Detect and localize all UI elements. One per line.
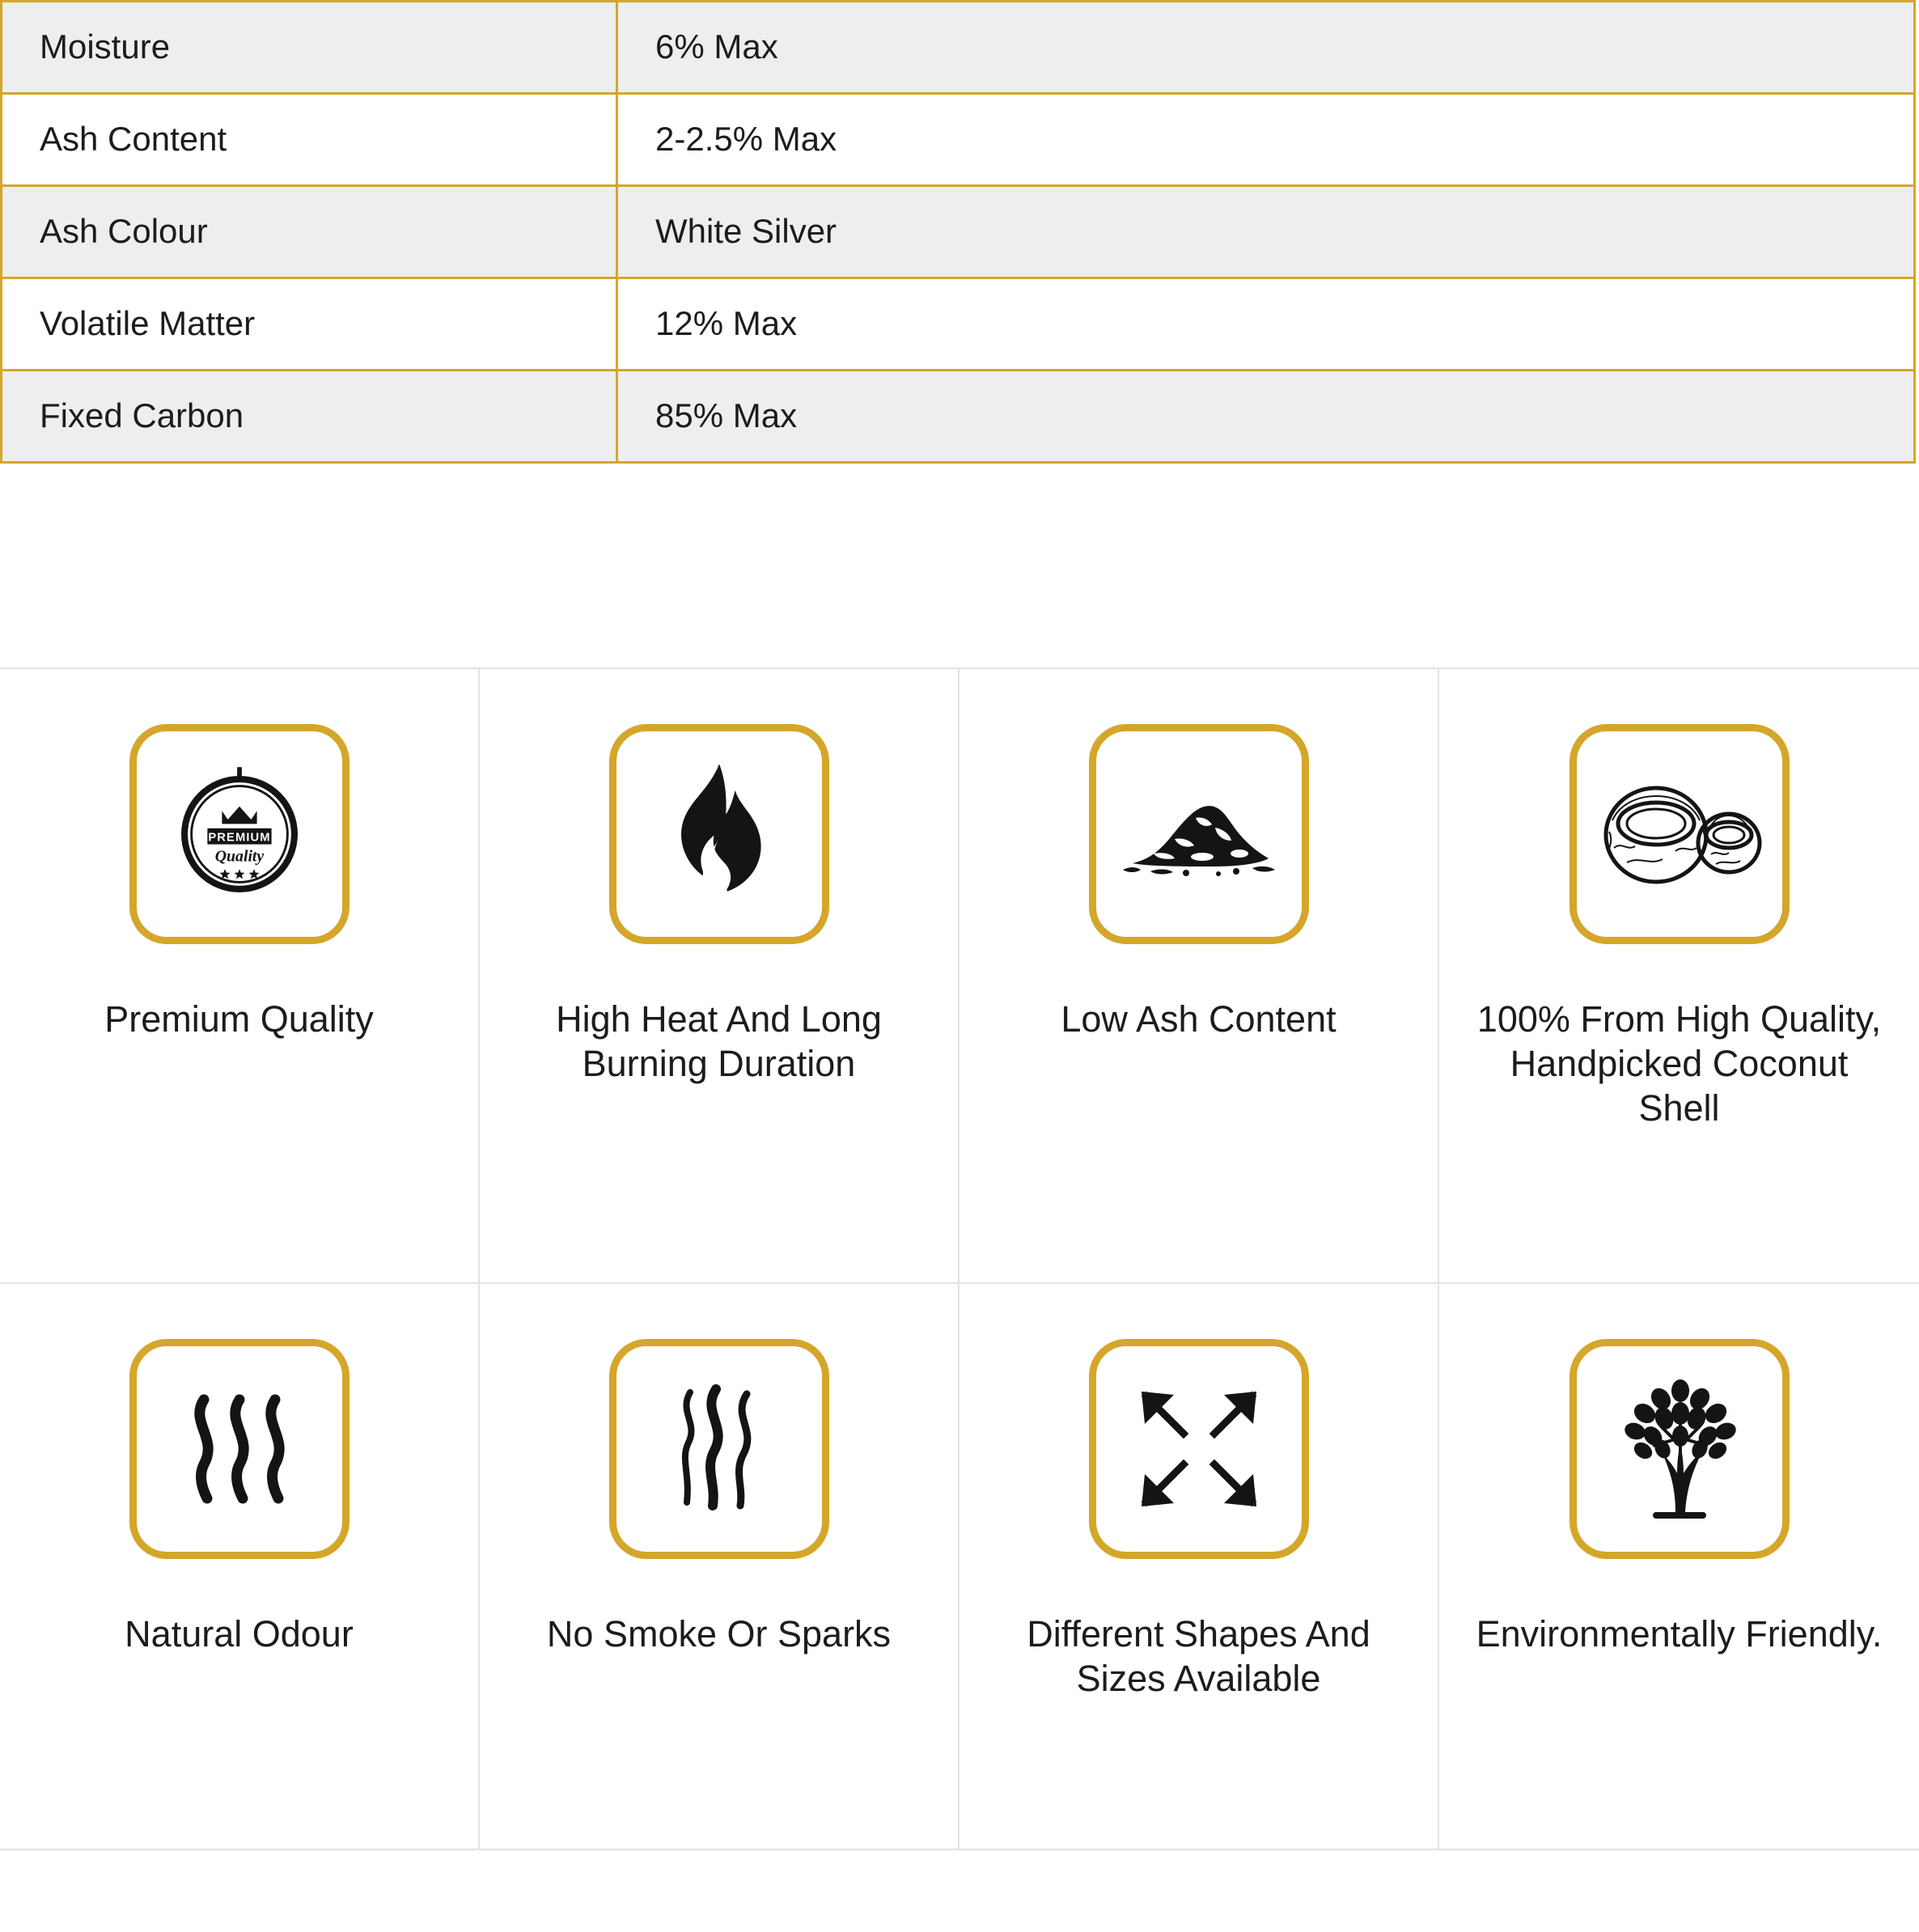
tree-icon: [1611, 1376, 1748, 1522]
feature-label: Environmentally Friendly.: [1476, 1613, 1883, 1654]
feature-label: Low Ash Content: [1061, 998, 1337, 1040]
feature-label: Natural Odour: [125, 1613, 354, 1654]
icon-frame: [129, 1339, 349, 1559]
odour-waves-icon: [183, 1388, 296, 1510]
icon-frame: [609, 724, 829, 944]
smoke-wisp-icon: [663, 1384, 776, 1514]
spec-label: Volatile Matter: [2, 278, 617, 371]
svg-text:Quality: Quality: [214, 847, 264, 866]
feature-cell-no-smoke: [480, 1284, 960, 1850]
feature-cell-natural-odour: [0, 1284, 480, 1850]
icon-frame: [129, 724, 349, 944]
table-row: [2, 2, 1915, 94]
flame-icon: [651, 761, 787, 907]
table-row: [2, 371, 1915, 463]
table-row: [2, 278, 1915, 371]
icon-frame: [609, 1339, 829, 1559]
spec-label: Moisture: [2, 2, 617, 94]
feature-cell-shapes-sizes: [960, 1284, 1439, 1850]
spec-value: 6% Max: [617, 2, 1915, 94]
feature-label: 100% From High Quality, Handpicked Coconut Shell: [1476, 998, 1882, 1129]
spec-value: 12% Max: [617, 278, 1915, 371]
spec-label: Ash Colour: [2, 186, 617, 278]
svg-text:PREMIUM: PREMIUM: [207, 831, 271, 845]
feature-cell-premium-quality: [0, 669, 480, 1284]
feature-cell-eco-friendly: [1439, 1284, 1919, 1850]
feature-label: No Smoke Or Sparks: [546, 1613, 892, 1654]
feature-cell-low-ash: [960, 669, 1439, 1284]
icon-frame: [1570, 1339, 1790, 1559]
coconut-icon: [1595, 773, 1764, 895]
expand-arrows-icon: [1130, 1380, 1268, 1518]
spec-value: 85% Max: [617, 371, 1915, 463]
feature-label: Different Shapes And Sizes Available: [1027, 1613, 1370, 1699]
table-row: [2, 94, 1915, 186]
feature-label: High Heat And Long Burning Duration: [556, 998, 882, 1084]
feature-label: Premium Quality: [104, 998, 374, 1040]
section-spacer: [0, 464, 1919, 667]
spec-value: 2-2.5% Max: [617, 94, 1915, 186]
feature-cell-high-heat: [480, 669, 960, 1284]
feature-cell-coconut-shell: [1439, 669, 1919, 1284]
icon-frame: [1089, 724, 1309, 944]
specification-table: [0, 0, 1916, 464]
spec-value: White Silver: [617, 186, 1915, 278]
icon-frame: [1570, 724, 1790, 944]
premium-quality-badge-icon: [167, 761, 312, 907]
feature-grid: [0, 667, 1919, 1850]
spec-label: Ash Content: [2, 94, 617, 186]
spec-label: Fixed Carbon: [2, 371, 617, 463]
charcoal-pile-icon: [1118, 786, 1280, 883]
table-row: [2, 186, 1915, 278]
icon-frame: [1089, 1339, 1309, 1559]
